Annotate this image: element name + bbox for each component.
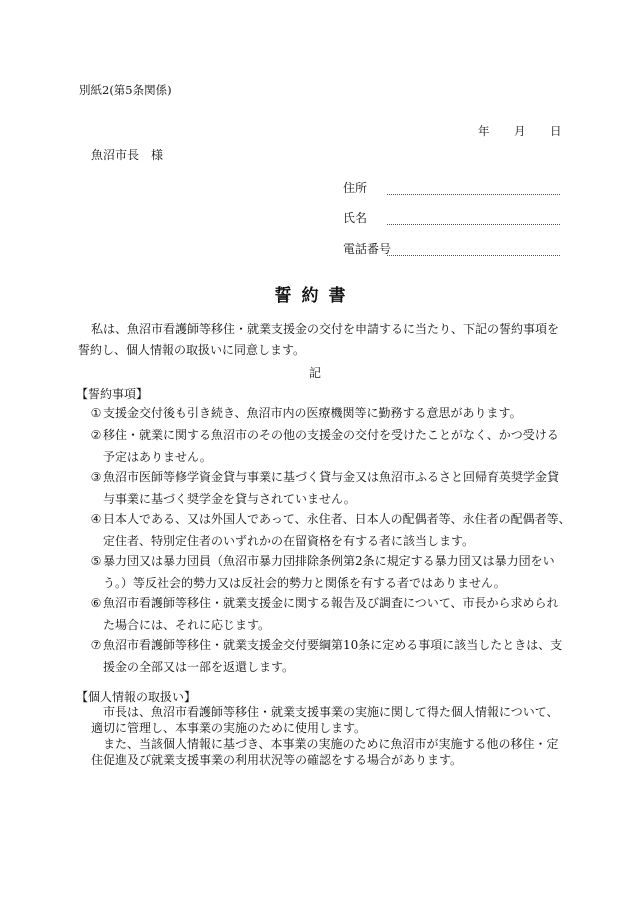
- pledge-item-2: [89, 424, 559, 468]
- pledge-item-text-cont: 予定はありません。: [103, 450, 212, 464]
- pledge-item-number: ⑥: [90, 596, 102, 610]
- pledge-item-number: ⑦: [90, 638, 102, 652]
- privacy-para-2-line-2: 住促進及び就業支援事業の利用状況等の確認をする場合があります。: [91, 753, 463, 767]
- addressee: 魚沼市長 様: [91, 148, 164, 162]
- address-field: [343, 180, 560, 196]
- address-label: 住所: [343, 181, 368, 195]
- pledge-item-text-cont: 与事業に基づく奨学金を貸与されていません。: [103, 492, 356, 506]
- date-year-label: 年: [478, 124, 490, 138]
- pledge-item-text-cont: 定住者、特別定住者のいずれかの在留資格を有する者に該当します。: [103, 534, 475, 548]
- privacy-heading: 【個人情報の取扱い】: [76, 690, 197, 704]
- privacy-para-1-line-2: 適切に管理し、本事業の実施のために使用します。: [91, 721, 367, 735]
- pledge-item-text: 移住・就業に関する魚沼市のその他の支援金の交付を受けたことがなく、かつ受ける: [103, 428, 559, 442]
- pledge-item-text: 日本人である、又は外国人であって、永住者、日本人の配偶者等、永住者の配偶者等、: [103, 512, 571, 526]
- date-month-label: 月: [514, 124, 526, 138]
- pledge-item-number: ②: [90, 428, 102, 442]
- pledge-item-number: ③: [90, 470, 102, 484]
- date-day-label: 日: [550, 124, 562, 138]
- pledge-item-text: 魚沼市医師等修学資金貸与事業に基づく貸与金又は魚沼市ふるさと回帰育英奨学金貸: [103, 470, 560, 484]
- pledge-item-number: ⑤: [90, 554, 102, 568]
- name-field: [343, 210, 560, 226]
- pledge-item-text: 魚沼市看護師等移住・就業支援金交付要綱第10条に定める事項に該当したときは、支: [103, 638, 563, 652]
- intro-line-1: 私は、魚沼市看護師等移住・就業支援金の交付を申請するに当たり、下記の誓約事項を: [91, 322, 560, 336]
- phone-line: [387, 255, 560, 256]
- attachment-label: 別紙2(第5条関係): [79, 83, 172, 97]
- pledge-item-5: [89, 550, 555, 594]
- ki-heading: 記: [309, 366, 322, 380]
- phone-label: 電話番号: [343, 242, 392, 256]
- pledge-item-1: [89, 402, 522, 424]
- intro-line-2: 誓約し、個人情報の取扱いに同意します。: [78, 343, 306, 357]
- document-title: 誓約書: [274, 286, 356, 306]
- name-label: 氏名: [343, 211, 368, 225]
- pledge-item-text-cont: う。）等反社会的勢力又は反社会的勢力と関係を有する者ではありません。: [103, 576, 506, 590]
- pledge-item-text: 暴力団又は暴力団員（魚沼市暴力団排除条例第2条に規定する暴力団又は暴力団をい: [103, 554, 555, 568]
- privacy-para-2-line-1: また、当該個人情報に基づき、本事業の実施のために魚沼市が実施する他の移住・定: [103, 737, 559, 751]
- address-line: [387, 194, 560, 195]
- pledge-item-number: ①: [90, 406, 102, 420]
- pledge-item-3: [89, 466, 559, 510]
- pledge-item-number: ④: [90, 512, 102, 526]
- pledge-item-text: 魚沼市看護師等移住・就業支援金に関する報告及び調査について、市長から求められ: [103, 596, 559, 610]
- name-line: [387, 224, 560, 225]
- pledge-item-6: [89, 592, 559, 636]
- privacy-para-1-line-1: 市長は、魚沼市看護師等移住・就業支援事業の実施に関して得た個人情報について、: [103, 705, 559, 719]
- phone-field: [343, 241, 560, 257]
- pledge-item-7: [89, 634, 562, 678]
- pledge-item-text-cont: た場合には、それに応じます。: [103, 618, 271, 632]
- pledge-item-text-cont: 援金の全部又は一部を返還します。: [103, 660, 295, 674]
- pledge-heading: 【誓約事項】: [76, 387, 149, 401]
- pledge-item-4: [89, 508, 571, 552]
- pledge-item-text: 支援金交付後も引き続き、魚沼市内の医療機関等に勤務する意思があります。: [103, 406, 522, 420]
